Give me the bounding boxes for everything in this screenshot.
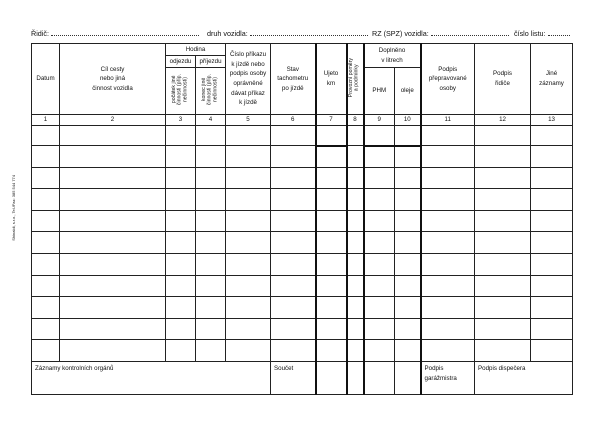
table-row	[32, 297, 573, 319]
entry-cell[interactable]	[347, 167, 364, 189]
soucet-oleje-cell[interactable]	[395, 361, 421, 394]
entry-cell[interactable]	[531, 146, 573, 168]
table-row	[32, 318, 573, 340]
entry-cell[interactable]	[421, 297, 475, 319]
entry-cell[interactable]	[32, 167, 60, 189]
driver-input-line[interactable]	[51, 28, 199, 36]
table-row	[32, 126, 573, 146]
entry-cell[interactable]	[531, 232, 573, 254]
column-number-3: 3	[166, 115, 196, 126]
entry-cell[interactable]	[395, 340, 421, 362]
entry-cell[interactable]	[32, 275, 60, 297]
entry-cell[interactable]	[32, 253, 60, 275]
entry-cell[interactable]	[166, 232, 196, 254]
entry-cell[interactable]	[475, 189, 531, 211]
entry-cell[interactable]	[316, 146, 347, 168]
entry-cell[interactable]	[364, 275, 395, 297]
table-row	[32, 253, 573, 275]
entry-cell[interactable]	[226, 297, 271, 319]
entry-cell[interactable]	[316, 340, 347, 362]
entry-cell[interactable]	[196, 126, 226, 146]
table-row	[32, 189, 573, 211]
entry-cell[interactable]	[271, 275, 316, 297]
entry-cell[interactable]	[60, 146, 166, 168]
entry-cell[interactable]	[271, 189, 316, 211]
entry-cell[interactable]	[364, 253, 395, 275]
entry-cell[interactable]	[421, 253, 475, 275]
entry-cell[interactable]	[166, 167, 196, 189]
vehicle-type-label: druh vozidla:	[207, 29, 248, 38]
driver-label: Řidič:	[31, 29, 49, 38]
entry-cell[interactable]	[226, 146, 271, 168]
entry-cell[interactable]	[347, 189, 364, 211]
entry-cell[interactable]	[531, 210, 573, 232]
table-row	[32, 340, 573, 362]
sheet-no-label: číslo listu:	[514, 29, 546, 38]
entry-cell[interactable]	[421, 126, 475, 146]
col-stav-tachometru-header: Stav tachometru po jízdě	[271, 44, 316, 115]
col-podpis-prepravovane-header: Podpis přepravované osoby	[421, 44, 475, 115]
entry-cell[interactable]	[196, 275, 226, 297]
entry-cell[interactable]	[364, 189, 395, 211]
plate-field[interactable]	[372, 28, 509, 39]
entry-cell[interactable]	[196, 210, 226, 232]
entry-cell[interactable]	[475, 210, 531, 232]
column-number-7: 7	[316, 115, 347, 126]
entry-cell[interactable]	[395, 318, 421, 340]
entry-cell[interactable]	[531, 167, 573, 189]
entry-cell[interactable]	[421, 232, 475, 254]
entry-cell[interactable]	[60, 167, 166, 189]
entry-cell[interactable]	[531, 340, 573, 362]
col-jine-zaznamy-header: Jiné záznamy	[531, 44, 573, 115]
entry-cell[interactable]	[421, 275, 475, 297]
entry-cell[interactable]	[166, 275, 196, 297]
entry-cell[interactable]	[364, 146, 395, 168]
entry-cell[interactable]	[364, 297, 395, 319]
entry-cell[interactable]	[316, 126, 347, 146]
col-prijezdu-detail: konec jiné činnosti (příp. nečinnosti)	[196, 68, 226, 115]
entry-cell[interactable]	[347, 253, 364, 275]
column-number-8: 8	[347, 115, 364, 126]
entry-cell[interactable]	[395, 167, 421, 189]
entry-cell[interactable]	[166, 189, 196, 211]
entry-cell[interactable]	[226, 232, 271, 254]
entry-cell[interactable]	[316, 253, 347, 275]
column-number-2: 2	[60, 115, 166, 126]
entry-cell[interactable]	[395, 297, 421, 319]
vehicle-type-input-line[interactable]	[250, 28, 368, 36]
entry-cell[interactable]	[475, 126, 531, 146]
footer-row	[32, 361, 573, 394]
entry-cell[interactable]	[32, 232, 60, 254]
entry-cell[interactable]	[364, 318, 395, 340]
entry-cell[interactable]	[531, 126, 573, 146]
trip-log-table	[31, 43, 573, 395]
entry-cell[interactable]	[347, 210, 364, 232]
entry-cell[interactable]	[226, 253, 271, 275]
table-row	[32, 167, 573, 189]
entry-cell[interactable]	[364, 340, 395, 362]
col-cislo-prikazu-header: Číslo příkazu k jízdě nebo podpis osoby oprávněné dávat příkaz k jízdě	[226, 44, 271, 115]
entry-cell[interactable]	[32, 340, 60, 362]
podpis-dispecera-field-label: Podpis dispečera	[478, 364, 526, 372]
entry-cell[interactable]	[60, 232, 166, 254]
entry-cell[interactable]	[196, 189, 226, 211]
entry-cell[interactable]	[364, 210, 395, 232]
entry-cell[interactable]	[475, 146, 531, 168]
column-number-9: 9	[364, 115, 395, 126]
col-prijezdu-header: příjezdu	[196, 56, 226, 68]
entry-cell[interactable]	[226, 189, 271, 211]
entry-cell[interactable]	[166, 253, 196, 275]
entry-cell[interactable]	[531, 189, 573, 211]
entry-cell[interactable]	[316, 210, 347, 232]
entry-cell[interactable]	[196, 167, 226, 189]
entry-cell[interactable]	[531, 297, 573, 319]
entry-cell[interactable]	[271, 318, 316, 340]
entry-cell[interactable]	[347, 275, 364, 297]
entry-cell[interactable]	[421, 318, 475, 340]
entry-cell[interactable]	[196, 318, 226, 340]
entry-cell[interactable]	[364, 126, 395, 146]
entry-cell[interactable]	[347, 340, 364, 362]
entry-cell[interactable]	[395, 275, 421, 297]
entry-cell[interactable]	[166, 146, 196, 168]
soucet-label-label: Součet	[274, 364, 294, 372]
table-row	[32, 146, 573, 168]
entry-cell[interactable]	[395, 232, 421, 254]
entry-cell[interactable]	[475, 297, 531, 319]
entry-cell[interactable]	[364, 167, 395, 189]
entry-cell[interactable]	[475, 318, 531, 340]
entry-cell[interactable]	[32, 318, 60, 340]
entry-cell[interactable]	[60, 126, 166, 146]
entry-cell[interactable]	[421, 167, 475, 189]
entry-cell[interactable]	[271, 210, 316, 232]
col-podpis-ridice-header: Podpis řidiče	[475, 44, 531, 115]
entry-cell[interactable]	[60, 275, 166, 297]
entry-cell[interactable]	[475, 340, 531, 362]
entry-cell[interactable]	[475, 167, 531, 189]
column-number-13: 13	[531, 115, 573, 126]
entry-cell[interactable]	[60, 210, 166, 232]
podpis-dispecera-field[interactable]	[475, 361, 573, 394]
column-number-row	[32, 115, 573, 126]
col-cil-header: Cíl cesty nebo jiná činnost vozidla	[60, 44, 166, 115]
entry-cell[interactable]	[226, 340, 271, 362]
entry-cell[interactable]	[347, 232, 364, 254]
entry-cell[interactable]	[316, 275, 347, 297]
vehicle-type-field[interactable]	[207, 28, 368, 39]
entry-cell[interactable]	[421, 189, 475, 211]
kontrolni-organy-field[interactable]	[32, 361, 271, 394]
soucet-label[interactable]	[271, 361, 316, 394]
entry-cell[interactable]	[475, 232, 531, 254]
entry-cell[interactable]	[166, 126, 196, 146]
kontrolni-organy-field-label: Záznamy kontrolních orgánů	[35, 364, 114, 372]
header-row-1	[32, 44, 573, 56]
entry-cell[interactable]	[421, 146, 475, 168]
column-number-6: 6	[271, 115, 316, 126]
entry-cell[interactable]	[196, 253, 226, 275]
entry-cell[interactable]	[60, 318, 166, 340]
col-odjezdu-detail: počátek jiné činnosti (příp. nečinnosti)	[166, 68, 196, 115]
col-odjezdu-header: odjezdu	[166, 56, 196, 68]
entry-cell[interactable]	[32, 297, 60, 319]
entry-cell[interactable]	[316, 297, 347, 319]
entry-cell[interactable]	[226, 210, 271, 232]
entry-cell[interactable]	[226, 318, 271, 340]
entry-cell[interactable]	[316, 167, 347, 189]
entry-cell[interactable]	[166, 297, 196, 319]
entry-cell[interactable]	[271, 253, 316, 275]
entry-cell[interactable]	[271, 126, 316, 146]
sheet-no-input-line[interactable]	[548, 28, 570, 36]
entry-cell[interactable]	[316, 189, 347, 211]
soucet-ujeto-cell[interactable]	[316, 361, 347, 394]
entry-cell[interactable]	[271, 340, 316, 362]
entry-cell[interactable]	[271, 167, 316, 189]
soucet-phm-cell[interactable]	[364, 361, 395, 394]
entry-cell[interactable]	[271, 297, 316, 319]
entry-cell[interactable]	[32, 146, 60, 168]
entry-cell[interactable]	[196, 340, 226, 362]
col-ujeto-header: Ujeto km	[316, 44, 347, 115]
column-number-12: 12	[475, 115, 531, 126]
entry-cell[interactable]	[531, 253, 573, 275]
col-hodina-header: Hodina	[166, 44, 226, 56]
plate-label: RZ (SPZ) vozidla:	[372, 29, 429, 38]
entry-cell[interactable]	[347, 318, 364, 340]
col-datum-header: Datum	[32, 44, 60, 115]
entry-cell[interactable]	[271, 146, 316, 168]
plate-input-line[interactable]	[431, 28, 509, 36]
entry-cell[interactable]	[316, 232, 347, 254]
table-row	[32, 210, 573, 232]
entry-cell[interactable]	[475, 275, 531, 297]
entry-cell[interactable]	[60, 189, 166, 211]
sheet-no-field[interactable]	[514, 28, 570, 39]
column-number-1: 1	[32, 115, 60, 126]
column-number-11: 11	[421, 115, 475, 126]
col-phm-header: PHM	[364, 68, 395, 115]
entry-cell[interactable]	[196, 146, 226, 168]
entry-cell[interactable]	[531, 318, 573, 340]
entry-cell[interactable]	[60, 340, 166, 362]
entry-cell[interactable]	[166, 340, 196, 362]
entry-cell[interactable]	[395, 210, 421, 232]
entry-cell[interactable]	[347, 146, 364, 168]
entry-cell[interactable]	[196, 297, 226, 319]
column-number-5: 5	[226, 115, 271, 126]
entry-cell[interactable]	[475, 253, 531, 275]
entry-cell[interactable]	[395, 126, 421, 146]
entry-cell[interactable]	[32, 189, 60, 211]
col-doplneno-header: Doplněno v litrech	[364, 44, 421, 68]
col-provozni-pomery-header: Provozní poměry a podmínky	[347, 44, 364, 115]
driver-field[interactable]	[31, 28, 199, 39]
entry-cell[interactable]	[226, 167, 271, 189]
entry-cell[interactable]	[60, 253, 166, 275]
entry-cell[interactable]	[347, 126, 364, 146]
entry-cell[interactable]	[531, 275, 573, 297]
printer-imprint: Shinaldi, s.r.o., Tel./Fax: 385 544 774	[11, 175, 16, 241]
footer-blank-cell[interactable]	[347, 361, 364, 394]
entry-cell[interactable]	[166, 210, 196, 232]
column-number-10: 10	[395, 115, 421, 126]
col-oleje-header: oleje	[395, 68, 421, 115]
table-row	[32, 275, 573, 297]
table-row	[32, 232, 573, 254]
entry-cell[interactable]	[395, 189, 421, 211]
entry-cell[interactable]	[395, 253, 421, 275]
entry-cell[interactable]	[271, 232, 316, 254]
entry-cell[interactable]	[395, 146, 421, 168]
entry-cell[interactable]	[60, 297, 166, 319]
entry-cell[interactable]	[421, 340, 475, 362]
entry-cell[interactable]	[166, 318, 196, 340]
entry-cell[interactable]	[226, 126, 271, 146]
entry-cell[interactable]	[347, 297, 364, 319]
entry-cell[interactable]	[196, 232, 226, 254]
entry-cell[interactable]	[316, 318, 347, 340]
entry-cell[interactable]	[421, 210, 475, 232]
column-number-4: 4	[196, 115, 226, 126]
podpis-garazmistra-field-label: Podpis garážmistra	[424, 364, 457, 382]
entry-cell[interactable]	[32, 126, 60, 146]
entry-cell[interactable]	[226, 275, 271, 297]
entry-cell[interactable]	[364, 232, 395, 254]
podpis-garazmistra-field[interactable]	[421, 361, 475, 394]
entry-cell[interactable]	[32, 210, 60, 232]
